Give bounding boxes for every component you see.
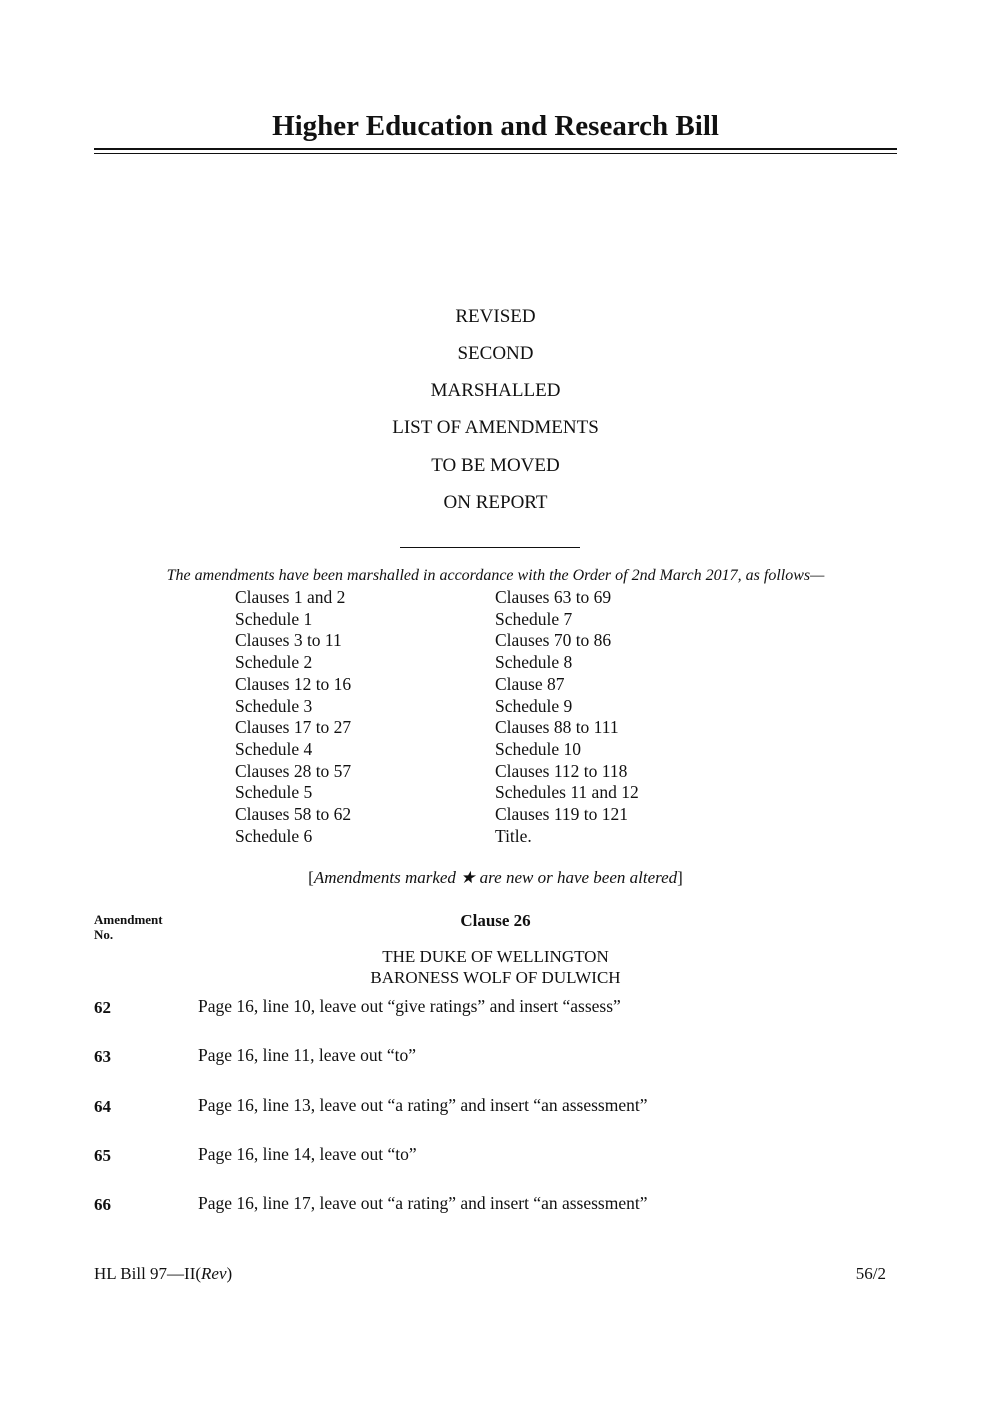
clause-heading: Clause 26 [460, 911, 531, 930]
amendment-text: Page 16, line 14, leave out “to” [198, 1144, 417, 1164]
sponsor-name: BARONESS WOLF OF DULWICH [370, 968, 621, 987]
amendment-text: Page 16, line 11, leave out “to” [198, 1045, 417, 1065]
bill-ref-rev: Rev [201, 1264, 227, 1283]
note-text: Amendments marked ★ are new or have been altered [313, 868, 678, 887]
section-divider [400, 547, 580, 548]
order-item: Clauses 1 and 2 [235, 587, 346, 607]
order-item: Clauses 112 to 118 [495, 760, 628, 781]
order-item: Schedule 8 [495, 652, 573, 673]
order-item: Clauses 58 to 62 [235, 804, 352, 825]
amendment-number: 62 [94, 998, 111, 1017]
amendments-note [0, 867, 991, 889]
bill-reference [94, 1263, 232, 1285]
order-list-left [235, 587, 351, 847]
amendment-number: 66 [94, 1195, 111, 1214]
heading-line: LIST OF AMENDMENTS [392, 417, 599, 438]
heading-line: MARSHALLED [430, 380, 561, 401]
sponsor-name: THE DUKE OF WELLINGTON [382, 947, 609, 966]
heading-line: TO BE MOVED [431, 455, 560, 476]
order-item: Schedule 3 [235, 695, 313, 716]
title-rule-thick [94, 148, 897, 150]
document-title: Higher Education and Research Bill [272, 110, 719, 142]
order-item: Schedule 4 [235, 738, 313, 759]
bill-ref-suffix: ) [226, 1264, 233, 1283]
amendment-number: 64 [94, 1097, 111, 1116]
order-item: Schedule 7 [495, 608, 573, 629]
order-item: Schedule 1 [235, 608, 313, 629]
order-item: Clauses 12 to 16 [235, 673, 352, 694]
order-item: Schedule 5 [235, 782, 313, 803]
order-item: Title. [495, 825, 532, 846]
amendment-number: 63 [94, 1047, 111, 1066]
order-item: Clauses 17 to 27 [235, 717, 352, 738]
note-bracket-open: [ [308, 868, 314, 887]
order-item: Clause 87 [495, 673, 565, 694]
heading-line: REVISED [455, 306, 536, 327]
page-reference: 56/2 [855, 1264, 886, 1283]
order-item: Clauses 28 to 57 [235, 760, 352, 781]
title-rule-thin [94, 153, 897, 154]
order-item: Clauses 119 to 121 [495, 804, 629, 825]
amendment-number: 65 [94, 1146, 111, 1165]
order-item: Clauses 63 to 69 [495, 587, 612, 607]
bill-ref-prefix: HL Bill 97—II( [94, 1264, 202, 1283]
order-item: Schedule 9 [495, 695, 573, 716]
amendment-text: Page 16, line 17, leave out “a rating” and insert “an assessment” [198, 1193, 648, 1213]
heading-line: ON REPORT [443, 492, 548, 513]
order-item: Clauses 70 to 86 [495, 630, 612, 651]
order-item: Schedule 10 [495, 738, 582, 759]
amendment-label-line: No. [94, 927, 114, 942]
order-list-right [495, 587, 639, 847]
note-bracket-close: ] [677, 868, 683, 887]
heading-line: SECOND [457, 343, 534, 364]
marshalling-intro: The amendments have been marshalled in accordance with the Order of 2nd March 2017, as follows— [166, 567, 825, 584]
amendment-text: Page 16, line 10, leave out “give ratings” and insert “assess” [198, 996, 621, 1016]
order-item: Schedule 6 [235, 825, 313, 846]
amendment-label-line: Amendment [94, 912, 163, 927]
order-item: Schedules 11 and 12 [495, 782, 639, 803]
order-item: Clauses 3 to 11 [235, 630, 342, 651]
amendment-text: Page 16, line 13, leave out “a rating” and insert “an assessment” [198, 1095, 648, 1115]
order-item: Clauses 88 to 111 [495, 717, 619, 738]
order-item: Schedule 2 [235, 652, 313, 673]
